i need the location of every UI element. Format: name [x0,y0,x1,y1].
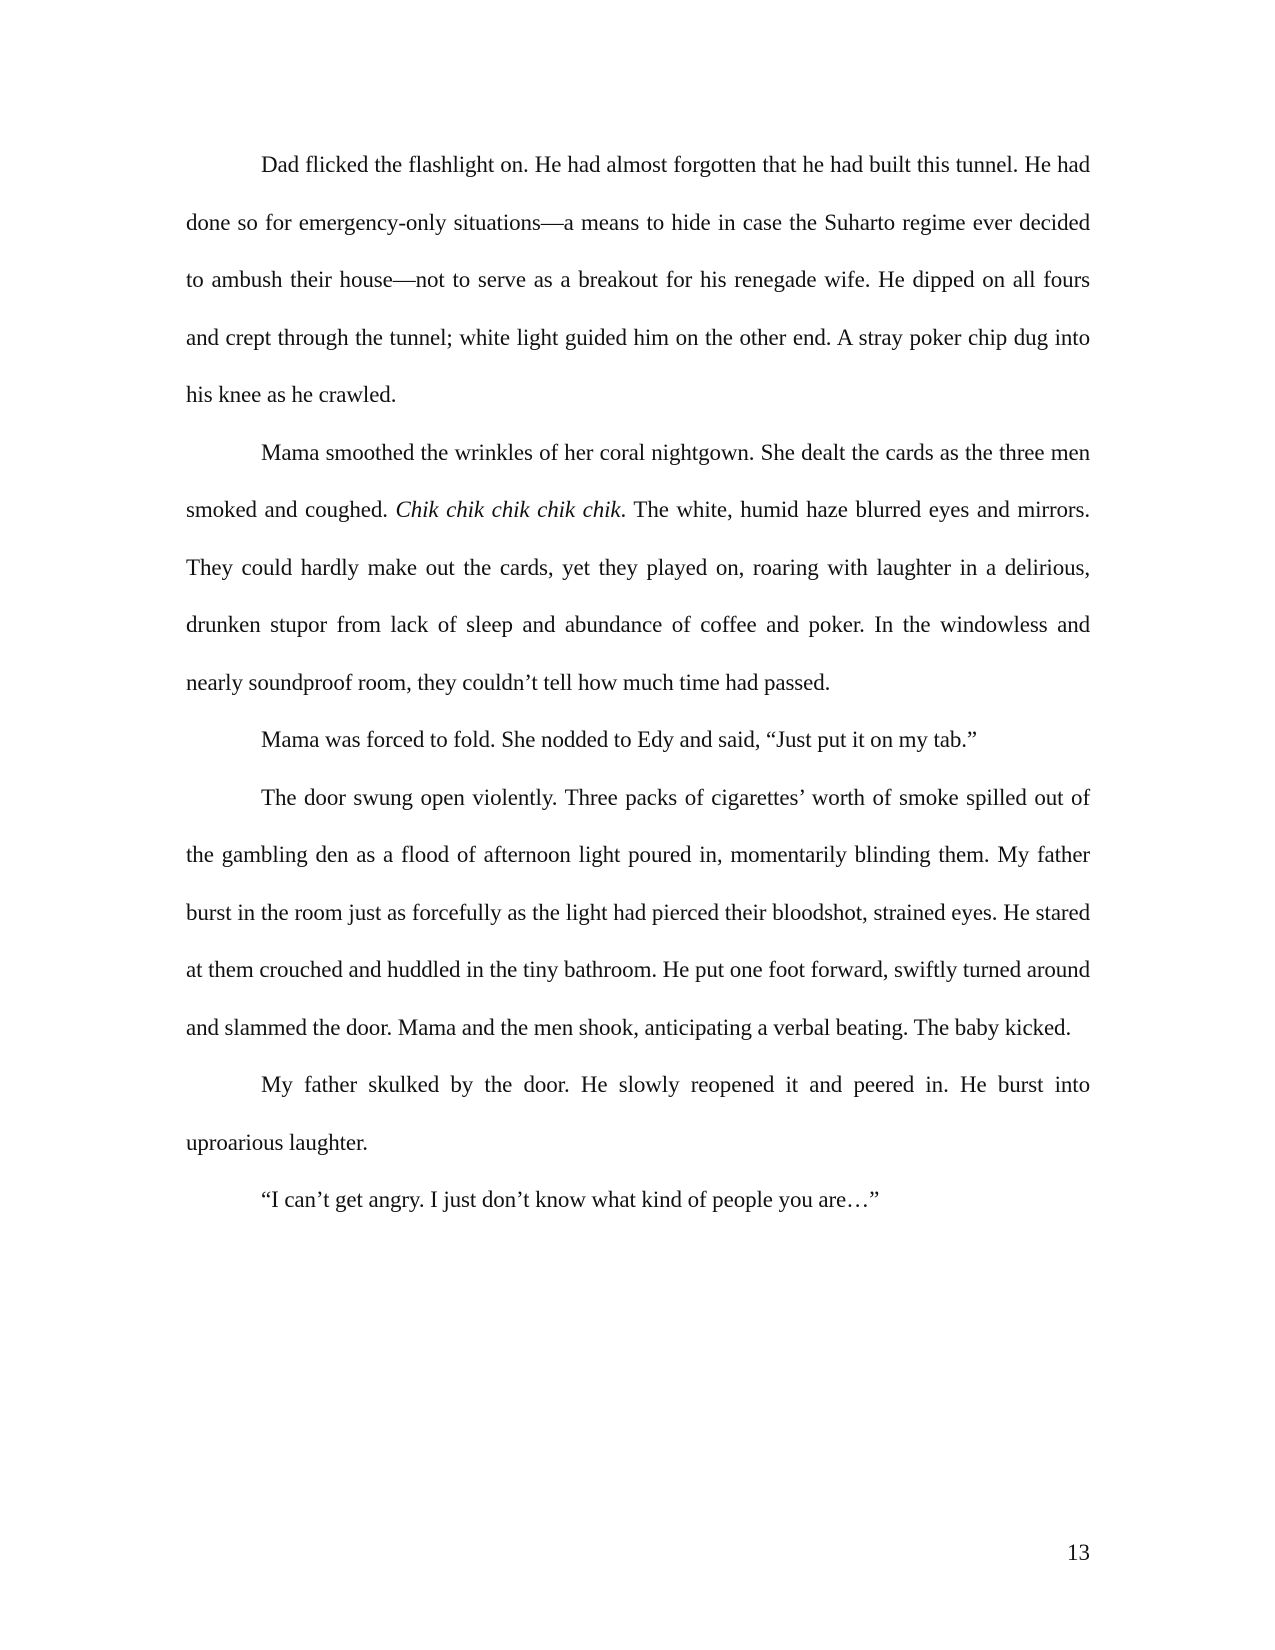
paragraph-1: Dad flicked the flashlight on. He had almost forgotten that he had built this tunnel. He had done so for emergency-only situations—a means to hide in case the Suharto regime ever decided to ambush their house—not to serve as a breakout for his renegade wife. He dipped on all fours and crept through the tunnel; white light guided him on the other end. A stray poker chip dug into his knee as he crawled. [186,152,1090,407]
page-number: 13 [1067,1540,1090,1565]
paragraph-2 [186,424,1090,712]
paragraph-4: The door swung open violently. Three packs of cigarettes’ worth of smoke spilled out of the gambling den as a flood of afternoon light poured in, momentarily blinding them. My father burst in the room just as forcefully as the light had pierced their bloodshot, strained eyes. He stared at them crouched and huddled in the tiny bathroom. He put one foot forward, swiftly turned around and slammed the door. Mama and the men shook, anticipating a verbal beating. The baby kicked. [186,784,1090,1040]
body-text [186,136,1090,1229]
paragraph-2-italic-sound: Chik chik chik chik chik [395,497,621,522]
paragraph-2-text-before: Mama smoothed the wrinkles of her coral nightgown. She dealt the cards as the three men smoked and coughed. [186,439,1090,522]
paragraph-5: My father skulked by the door. He slowly reopened it and peered in. He burst into uproarious laughter. [186,1072,1090,1155]
paragraph-6: “I can’t get angry. I just don’t know what kind of people you are…” [261,1187,880,1212]
paragraph-2-text-after: . The white, humid haze blurred eyes and mirrors. They could hardly make out the cards, yet they played on, roaring with laughter in a delirious, drunken stupor from lack of sleep and abundance of coffee and poker. In the windowless and nearly soundproof room, they couldn’t tell how much time had passed. [186,497,1090,695]
paragraph-3: Mama was forced to fold. She nodded to Edy and said, “Just put it on my tab.” [261,727,978,752]
